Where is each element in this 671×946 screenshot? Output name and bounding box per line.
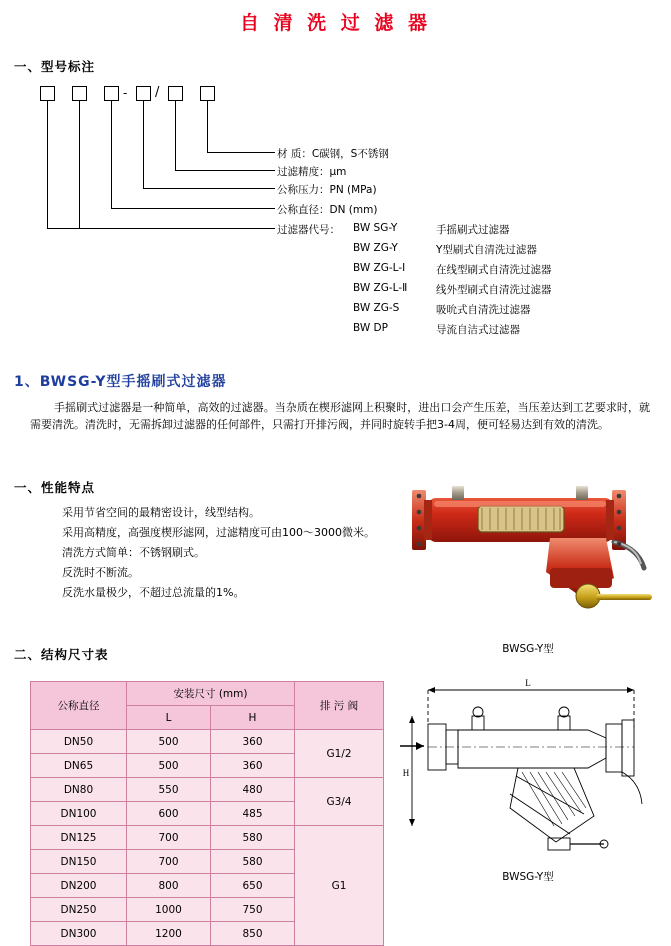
section-heading-dimensions: 二、结构尺寸表 <box>14 647 109 662</box>
model-code-5: BW ZG-S <box>353 302 400 314</box>
model-code-desc-3: 在线型刷式自清洗过滤器 <box>436 264 552 276</box>
leader-vline-3 <box>143 101 144 188</box>
cell-valve: G1/2 <box>295 730 384 778</box>
cell-dn: DN50 <box>31 730 127 754</box>
table-header-l: L <box>127 706 211 730</box>
section-heading-product: 1、BWSG-Y型手摇刷式过滤器 <box>14 374 227 390</box>
cell-valve: G3/4 <box>295 778 384 826</box>
cell-h: 750 <box>211 898 295 922</box>
technical-drawing <box>398 676 660 866</box>
model-box-3 <box>104 86 119 101</box>
model-dash: - <box>123 86 128 100</box>
leader-hline-4 <box>111 208 275 209</box>
table-header-row <box>31 682 384 706</box>
cell-dn: DN125 <box>31 826 127 850</box>
cell-l: 800 <box>127 874 211 898</box>
cell-dn: DN100 <box>31 802 127 826</box>
model-code-desc-6: 导流自洁式过滤器 <box>436 324 520 336</box>
drawing-label-h: H <box>402 768 410 778</box>
cell-dn: DN80 <box>31 778 127 802</box>
cell-l: 700 <box>127 826 211 850</box>
leader-vline-1 <box>207 101 208 152</box>
model-code-desc-5: 吸吮式自清洗过滤器 <box>436 304 531 316</box>
photo-caption: BWSG-Y型 <box>502 643 554 655</box>
page-title: 自 清 洗 过 滤 器 <box>239 12 432 34</box>
model-label-material: 材 质：C碳钢，S不锈钢 <box>277 148 389 160</box>
cell-h: 360 <box>211 754 295 778</box>
model-code-4: BW ZG-L-Ⅱ <box>353 282 408 294</box>
table-row <box>31 826 384 850</box>
leader-vline-5 <box>79 101 80 228</box>
leader-vline-4 <box>111 101 112 208</box>
cell-h: 650 <box>211 874 295 898</box>
model-code-3: BW ZG-L-Ⅰ <box>353 262 406 274</box>
feature-item-3: 清洗方式简单：不锈钢刷式。 <box>62 546 205 559</box>
model-code-2: BW ZG-Y <box>353 242 398 254</box>
cell-h: 580 <box>211 850 295 874</box>
leader-hline-2 <box>175 170 275 171</box>
table-row <box>31 778 384 802</box>
table-header-dn: 公称直径 <box>31 682 127 730</box>
model-box-4 <box>136 86 151 101</box>
filter-line-drawing <box>398 676 660 866</box>
cell-h: 485 <box>211 802 295 826</box>
model-code-6: BW DP <box>353 322 388 334</box>
model-code-desc-2: Y型刷式自清洗过滤器 <box>436 244 537 256</box>
cell-h: 580 <box>211 826 295 850</box>
cell-valve: G1 <box>295 826 384 946</box>
section-heading-model: 一、型号标注 <box>14 59 96 74</box>
table-row <box>31 730 384 754</box>
leader-hline-1 <box>207 152 275 153</box>
cell-l: 500 <box>127 730 211 754</box>
model-code-boxes <box>36 86 336 106</box>
leader-vline-6 <box>47 101 48 228</box>
feature-item-4: 反洗时不断流。 <box>62 566 139 579</box>
cell-l: 600 <box>127 802 211 826</box>
feature-item-1: 采用节省空间的最精密设计，线型结构。 <box>62 506 260 519</box>
model-box-1 <box>40 86 55 101</box>
table-header-valve: 排 污 阀 <box>295 682 384 730</box>
cell-h: 360 <box>211 730 295 754</box>
model-label-code: 过滤器代号： <box>277 224 340 236</box>
cell-l: 1200 <box>127 922 211 946</box>
model-code-desc-1: 手摇刷式过滤器 <box>436 224 510 236</box>
product-paragraph: 手摇刷式过滤器是一种简单，高效的过滤器。当杂质在楔形滤网上积聚时，进出口会产生压差，当压差达到工艺要求时，就需要清洗。清洗时，无需拆卸过滤器的任何部件，只需打开排污阀，并同时旋转手把3-4周，便可轻易达到有效的清洗。 <box>30 401 650 431</box>
cell-dn: DN65 <box>31 754 127 778</box>
feature-item-2: 采用高精度，高强度楔形滤网，过滤精度可由100～3000微米。 <box>62 526 375 539</box>
cell-h: 480 <box>211 778 295 802</box>
cell-dn: DN150 <box>31 850 127 874</box>
leader-hline-3 <box>143 188 275 189</box>
model-label-pressure: 公称压力：PN (MPa) <box>277 184 377 196</box>
drawing-label-l: L <box>525 678 531 688</box>
table-header-install: 安装尺寸 (mm) <box>127 682 295 706</box>
model-code-1: BW SG-Y <box>353 222 398 234</box>
cell-l: 1000 <box>127 898 211 922</box>
table-header-h: H <box>211 706 295 730</box>
leader-vline-2 <box>175 101 176 170</box>
model-code-desc-4: 线外型刷式自清洗过滤器 <box>436 284 552 296</box>
model-slash: / <box>155 85 160 100</box>
dimension-table <box>30 681 384 946</box>
cell-dn: DN300 <box>31 922 127 946</box>
cell-dn: DN250 <box>31 898 127 922</box>
model-box-5 <box>168 86 183 101</box>
cell-l: 550 <box>127 778 211 802</box>
filter-photo-illustration <box>400 468 655 638</box>
model-box-6 <box>200 86 215 101</box>
section-heading-features: 一、性能特点 <box>14 480 96 495</box>
product-photo <box>400 468 655 638</box>
model-label-accuracy: 过滤精度：μm <box>277 166 347 178</box>
leader-hline-5 <box>47 228 275 229</box>
model-label-diameter: 公称直径：DN (mm) <box>277 204 378 216</box>
cell-l: 500 <box>127 754 211 778</box>
model-box-2 <box>72 86 87 101</box>
feature-item-5: 反洗水量极少，不超过总流量的1%。 <box>62 586 245 599</box>
drawing-caption: BWSG-Y型 <box>502 871 554 883</box>
cell-dn: DN200 <box>31 874 127 898</box>
cell-h: 850 <box>211 922 295 946</box>
cell-l: 700 <box>127 850 211 874</box>
